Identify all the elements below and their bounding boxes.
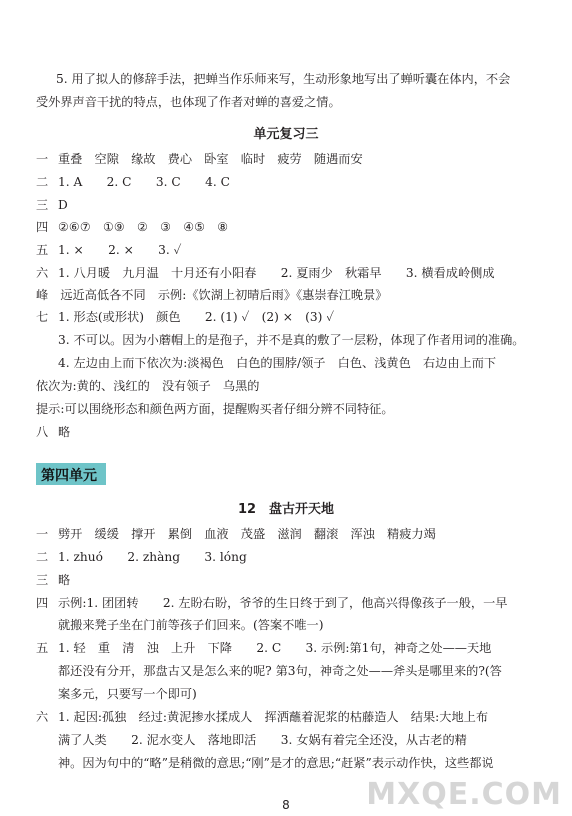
unit-label: 第四单元 — [41, 468, 97, 484]
answer-line: 都还没有分开，那盘古又是怎么来的呢? 第3句，神奇之处——斧头是哪里来的?(答 — [58, 664, 502, 678]
item-number: 二 — [36, 550, 49, 564]
answer-line: 依次为:黄的、浅红的 没有领子 乌黑的 — [36, 379, 260, 393]
answer-line: 神。因为句中的“略”是稍微的意思;“刚”是才的意思;“赶紧”表示动作快，这些都说 — [58, 756, 494, 770]
answer-row — [36, 526, 436, 542]
answer-line: 案多元，只要写一个即可) — [58, 687, 197, 701]
item-text: D — [58, 198, 68, 212]
section-title: 单元复习三 — [253, 127, 319, 142]
item-number: 三 — [36, 198, 49, 212]
item-number: 七 — [36, 310, 49, 324]
watermark: MXQE.COM — [366, 777, 562, 812]
answer-row — [36, 174, 230, 190]
item-text: 1. A 2. C 3. C 4. C — [58, 175, 230, 189]
answer-row — [36, 709, 488, 725]
item-number: 八 — [36, 425, 49, 439]
lesson-title: 12 盘古开天地 — [237, 502, 335, 517]
item-text: 劈开 缓缓 撑开 累倒 血液 茂盛 滋润 翻滚 浑浊 精疲力竭 — [58, 527, 436, 541]
page-number: 8 — [282, 798, 290, 812]
answer-line: 3. 不可以。因为小蘑帽上的是孢子，并不是真的敷了一层粉，体现了作者用词的准确。 — [58, 333, 525, 347]
item-text: ②⑥⑦ ①⑨ ② ③ ④⑤ ⑧ — [58, 220, 229, 234]
item-text: 1. 起因:孤独 经过:黄泥掺水揉成人 挥洒蘸着泥浆的枯藤造人 结果:大地上布 — [58, 710, 489, 724]
answer-line: 峰 远近高低各不同 示例:《饮湖上初晴后雨》《惠崇春江晚景》 — [36, 288, 388, 302]
answer-row — [36, 219, 228, 235]
item-text: 1. 形态(或形状) 颜色 2. (1) ✓ (2) × (3) ✓ — [58, 310, 335, 324]
item-number: 三 — [36, 573, 49, 587]
answer-row — [36, 424, 70, 440]
answer-row — [36, 242, 182, 258]
item-number: 四 — [36, 596, 49, 610]
item-text: 1. 八月暖 九月温 十月还有小阳春 2. 夏雨少 秋霜早 3. 横看成岭侧成 — [58, 266, 495, 280]
answer-row — [36, 197, 68, 213]
item-text: 示例:1. 团团转 2. 左盼右盼，爷爷的生日终于到了，他高兴得像孩子一般，一早 — [58, 596, 508, 610]
answer-row — [36, 265, 495, 281]
item-text: 略 — [58, 425, 71, 439]
item-number: 一 — [36, 152, 49, 166]
item-number: 一 — [36, 527, 49, 541]
answer-row — [36, 640, 491, 656]
item-number: 二 — [36, 175, 49, 189]
item-number: 四 — [36, 220, 49, 234]
answer-row — [36, 595, 508, 611]
item-number: 五 — [36, 641, 49, 655]
item-number: 六 — [36, 266, 49, 280]
item-number: 五 — [36, 243, 49, 257]
answer-line: 满了人类 2. 泥水变人 落地即活 3. 女娲有着完全还没，从古老的精 — [58, 733, 467, 747]
answer-line: 受外界声音干扰的特点，也体现了作者对蝉的喜爱之情。 — [36, 95, 341, 109]
answer-row — [36, 309, 334, 325]
item-text: 1. × 2. × 3. ✓ — [58, 243, 182, 257]
item-text: 略 — [58, 573, 71, 587]
item-text: 重叠 空隙 缘故 费心 卧室 临时 疲劳 随遇而安 — [58, 152, 363, 166]
answer-line: 5. 用了拟人的修辞手法，把蝉当作乐师来写，生动形象地写出了蝉听囊在体内，不会 — [56, 72, 511, 86]
answer-line: 就搬来凳子坐在门前等孩子们回来。(答案不唯一) — [58, 618, 324, 632]
answer-row — [36, 549, 247, 565]
item-number: 六 — [36, 710, 49, 724]
answer-row — [36, 151, 363, 167]
answer-row — [36, 572, 70, 588]
answer-line: 4. 左边由上而下依次为:淡褐色 白色的围脖/领子 白色、浅黄色 右边由上而下 — [58, 356, 497, 370]
answer-line: 提示:可以围绕形态和颜色两方面，提醒购买者仔细分辨不同特征。 — [36, 402, 394, 416]
item-text: 1. 轻 重 清 浊 上升 下降 2. C 3. 示例:第1句，神奇之处——天地 — [58, 641, 492, 655]
item-text: 1. zhuó 2. zhàng 3. lóng — [58, 550, 247, 564]
